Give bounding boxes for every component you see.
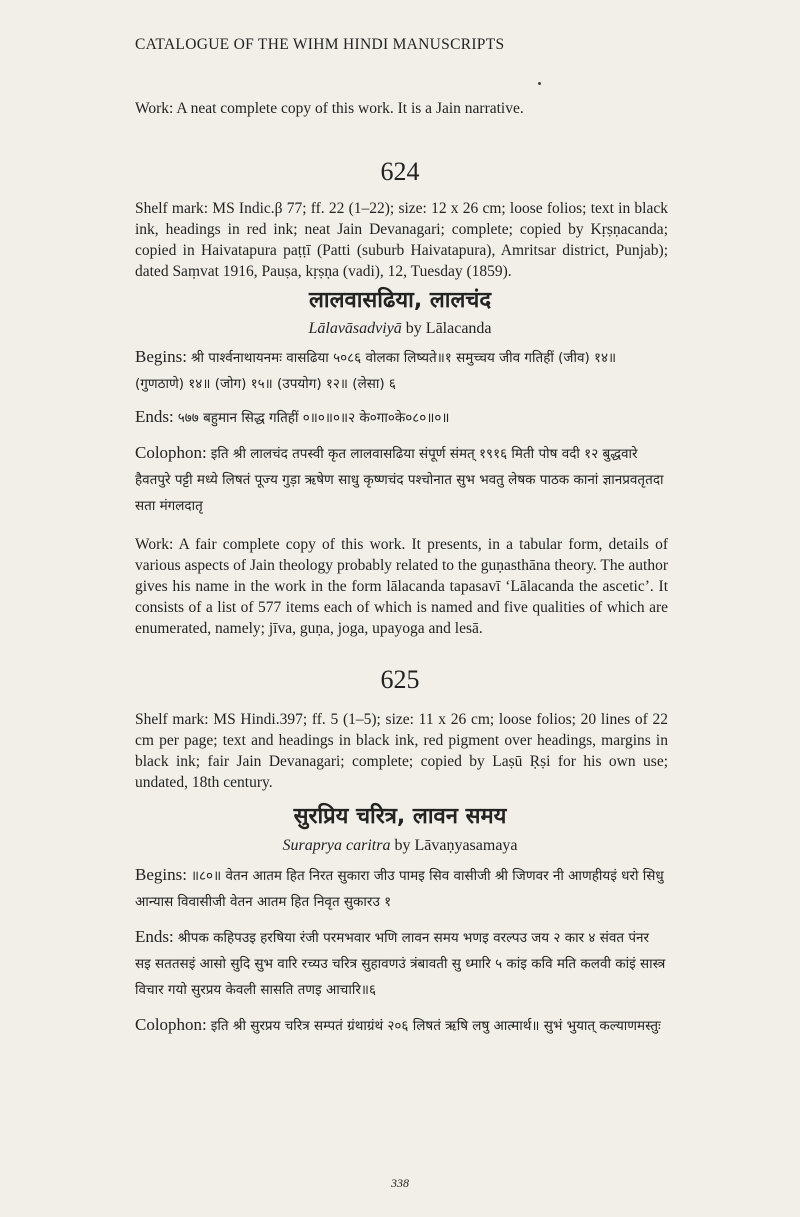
title-translit: Lālavāsadviyā: [308, 320, 402, 337]
stray-dot: [538, 82, 541, 85]
entry-ends: [135, 924, 668, 1003]
entry-number: 624: [380, 157, 420, 186]
running-head: CATALOGUE OF THE WIHM HINDI MANUSCRIPTS: [135, 36, 505, 53]
entry-ends: [135, 404, 668, 431]
begins-label: Begins:: [135, 347, 187, 366]
ends-label: Ends:: [135, 407, 174, 426]
begins-text: श्री पार्श्वनाथायनमः वासढिया ५०८६ वोलका लिष्यते॥१ समुच्चय जीव गतिहीं (जीव) १४॥ (गुणठाणे) १४॥ (जोग) १५॥ (उपयोग) १२॥ (लेसा) ६: [135, 350, 617, 392]
title-author: by Lāvaṇyasamaya: [390, 837, 518, 854]
colophon-label: Colophon:: [135, 443, 207, 462]
previous-entry-work: Work: A neat complete copy of this work. It is a Jain narrative.: [135, 100, 524, 117]
entry-colophon: [135, 1012, 668, 1039]
title-translit: Suraprya caritra: [282, 837, 391, 854]
colophon-label: Colophon:: [135, 1015, 207, 1034]
entry-title-transliteration: [0, 837, 800, 855]
entry-shelfmark: Shelf mark: MS Hindi.397; ff. 5 (1–5); size: 11 x 26 cm; loose folios; 20 lines of 22 cm per page; text and headings in black ink, red pigment over headings, margins in black ink; fair Jain Devanagari; complete; copied by Laṣū Ṛṣi for his own use; undated, 18th century.: [135, 711, 668, 791]
entry-begins: [135, 862, 668, 915]
entry-number: 625: [380, 665, 420, 694]
colophon-text: इति श्री लालचंद तपस्वी कृत लालवासढिया संपूर्ण संमत् १९१६ मिती पोष वदी १२ बुद्धवारे हैवतपुरे पट्टी मध्ये लिषतं पूज्य गुड़ा ऋषेण साधु कृष्णचंद पश्चोनात सुभ भवतु लेषक पाठक कानां ज्ञानप्रवतृतदा सता मंगलदातृ: [135, 446, 664, 514]
begins-text: ॥८०॥ वेतन आतम हित निरत सुकारा जीउ पामइ सिव वासीजी श्री जिणवर नी आणहीयइं धरो सिधु आन्यास विवासीजी वेतन आतम हित निवृत सुकारउ १: [135, 868, 664, 910]
entry-work: Work: A fair complete copy of this work. It presents, in a tabular form, details of various aspects of Jain theology probably related to the guṇasthāna theory. The author gives his name in the work in the form lālacanda tapasavī ‘Lālacanda the ascetic’. It consists of a list of 577 items each of which is named and five qualities of which are enumerated, namely; jīva, guṇa, joga, upayoga and lesā.: [135, 536, 668, 637]
colophon-text: इति श्री सुरप्रय चरित्र सम्पतं ग्रंथाग्रंथं २०६ लिषतं ऋषि लषु आत्मार्थ॥ सुभं भुयात् कल्याणमस्तुः: [210, 1018, 661, 1034]
ends-label: Ends:: [135, 927, 174, 946]
page-number: 338: [391, 1176, 409, 1190]
title-author: by Lālacanda: [401, 320, 492, 337]
ends-text: श्रीपक कहिपउइ हरषिया रंजी परमभवार भणि लावन समय भणइ वरल्पउ जय २ कार ४ संवत पंनर सइ सततसइं आसो सुदि सुभ वारि रच्यउ चरित्र सुहावणउं त्रंबावती सु ध्मारि ५ कांइ कवि मति कलवी कांइं सास्त्र विचार गयो सुरप्रय केवली सासति तणइ आचारि॥६: [135, 930, 666, 998]
entry-title-devanagari: लालवासढिया, लालचंद: [308, 288, 492, 313]
entry-title-devanagari: सुरप्रिय चरित्र, लावन समय: [293, 804, 507, 829]
entry-shelfmark: Shelf mark: MS Indic.β 77; ff. 22 (1–22); size: 12 x 26 cm; loose folios; text in black ink, headings in red ink; neat Jain Devanagari; complete; copied by Kṛṣṇacanda; copied in Haivatapura paṭṭī (Patti (suburb Haivatapura), Amritsar district, Punjab); dated Saṃvat 1916, Pauṣa, kṛṣṇa (vadi), 12, Tuesday (1859).: [135, 200, 668, 280]
entry-title-transliteration: [0, 320, 800, 338]
begins-label: Begins:: [135, 865, 187, 884]
ends-text: ५७७ बहुमान सिद्ध गतिहीं ०॥०॥०॥२ के०गा०के०८०॥०॥: [177, 410, 450, 426]
entry-begins: [135, 344, 668, 397]
entry-colophon: [135, 440, 668, 519]
